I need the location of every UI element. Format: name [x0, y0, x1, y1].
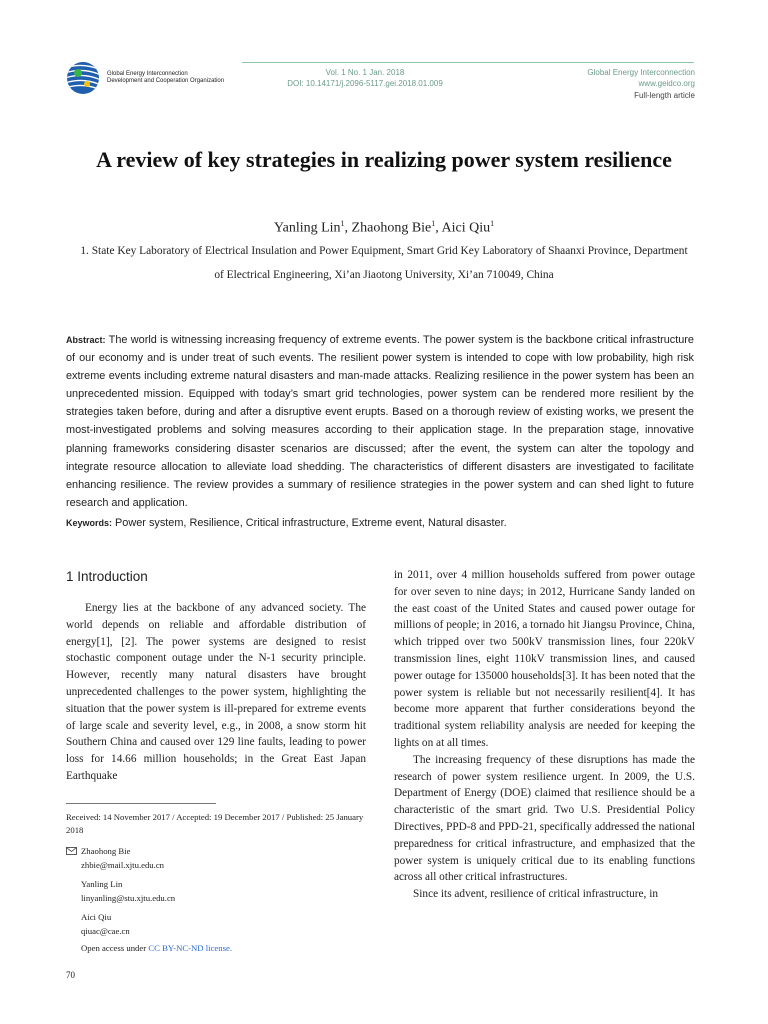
author-footnote-email[interactable]: qiuac@cae.cn: [81, 926, 130, 936]
abstract-text: The world is witnessing increasing frequency of extreme events. The power system is the backbone critical infrastructure of our economy and is under treat of such events. The resilient power system is intended to cope with low probability, high risk extreme events including extreme natural disasters and man-made attacks. Realizing resilience in the power system has been an unprecedented mission. Equipped with today’s smart grid technologies, power system can be rendered more resilient by the strategies taken before, during and after a disruptive event erupts. Based on a thorough review of existing works, we present the most-investigated problems and solving measures according to their application stage. In the preparation stage, innovative planning frameworks considering disaster scenarios are discussed; after the event, the system can alter the topology and integrate resource allocation to alleviate load shedding. The characteristics of different disasters are investigated to facilitate enhancing resilience. The review provides a summary of resilience strategies in the power system and can shed light to future research and application.: [66, 334, 694, 509]
keywords-text: Power system, Resilience, Critical infrastructure, Extreme event, Natural disaster.: [115, 517, 507, 529]
author-footnote-email[interactable]: linyanling@stu.xjtu.edu.cn: [81, 893, 176, 903]
license-note: [81, 942, 381, 955]
body-column-right: [394, 567, 695, 903]
author-affiliation-mark: 1: [340, 219, 345, 228]
author-list: Yanling Lin$^1$, Zhaohong Bie$^1$, Aici Qiu$^1$: [273, 219, 495, 236]
footnote-rule: [66, 803, 216, 804]
envelope-icon: [66, 847, 77, 855]
page-number: 70: [66, 970, 75, 980]
abstract-label: Abstract:: [66, 335, 106, 345]
journal-volume: Vol. 1 No. 1 Jan. 2018: [325, 68, 405, 77]
header-rule: [242, 62, 694, 63]
body-paragraph: in 2011, over 4 million households suffered from power outage for over seven to nine days; in 2012, Hurricane Sandy landed on the east coast of the United States and caused power outage for millions of people; in 2016, a tornado hit Jiangsu Province, China, which tripped over two 500kV transmission lines, four 220kV transmission lines, eight 110kV transmission lines, and caused power outage for 135000 households[3]. It has been noted that the power system is reliable but not necessarily resilient[4]. It has become more apparent that further considerations beyond the traditional system reliability analysis are needed for keeping the lights on at all times.: [394, 569, 695, 749]
organization-logo: [65, 60, 101, 96]
body-column-left: [66, 600, 366, 785]
journal-website[interactable]: www.geidco.org: [638, 79, 695, 88]
author-name: Yanling Lin: [273, 220, 341, 236]
author-footnote-name: Aici Qiu: [81, 912, 112, 922]
corresponding-author-email[interactable]: zhbie@mail.xjtu.edu.cn: [81, 860, 165, 870]
body-paragraph: Since its advent, resilience of critical infrastructure, in: [413, 888, 658, 901]
author-name: Zhaohong Bie: [351, 220, 432, 236]
body-paragraph: Energy lies at the backbone of any advanced society. The world depends on reliable and affordable distribution of energy[1], [2]. The power systems are designed to resist stochastic component outage under the N-1 security principle. However, recently many natural disasters have brought unprecedented challenges to the power system, highlighting the situation that the power system is ill-prepared for extreme events of large scale and severity level, e.g., in 2008, a snow storm hit Southern China and caused over 129 line faults, leading to power loss for 14.66 million households; in the Great East Japan Earthquake: [66, 602, 366, 782]
publication-dates: Received: 14 November 2017 / Accepted: 19 December 2017 / Published: 25 January 2018: [66, 812, 364, 835]
author-affiliation-mark: 1: [490, 219, 495, 228]
license-link[interactable]: CC BY-NC-ND license.: [148, 943, 233, 953]
license-prefix: Open access under: [81, 943, 149, 953]
keywords: [66, 517, 694, 529]
author-affiliation-mark: 1: [431, 219, 436, 228]
org-name-line2: Development and Cooperation Organization: [107, 78, 225, 84]
corresponding-author-name: Zhaohong Bie: [81, 846, 131, 856]
affiliation: 1. State Key Laboratory of Electrical Insulation and Power Equipment, Smart Grid Key Laboratory of Shaanxi Province, Department of Electrical Engineering, Xi’an Jiaotong University, Xi’an 710049, China: [80, 245, 688, 281]
paper-title: A review of key strategies in realizing power system resilience: [96, 147, 672, 172]
author-footnote-name: Yanling Lin: [81, 879, 123, 889]
author-name: Aici Qiu: [441, 220, 491, 236]
abstract: [66, 331, 694, 512]
org-name-line1: Global Energy Interconnection: [107, 71, 188, 77]
doi: DOI: 10.14171/j.2096-5117.gei.2018.01.009: [287, 79, 443, 88]
body-paragraph: The increasing frequency of these disruptions has made the research of power system resilience urgent. In 2009, the U.S. Department of Energy (DOE) claimed that resilience should be a characteristic of the smart grid. Two U.S. Presidential Policy Directives, PPD-8 and PPD-21, specifically addressed the national preparedness for critical infrastructure, and emphasized that the power system is uniquely critical due to its enabling functions across all other critical infrastructures.: [394, 753, 695, 884]
article-type: Full-length article: [634, 91, 695, 100]
journal-name: Global Energy Interconnection: [587, 68, 695, 77]
section-heading: 1 Introduction: [66, 569, 148, 584]
keywords-label: Keywords:: [66, 518, 113, 528]
